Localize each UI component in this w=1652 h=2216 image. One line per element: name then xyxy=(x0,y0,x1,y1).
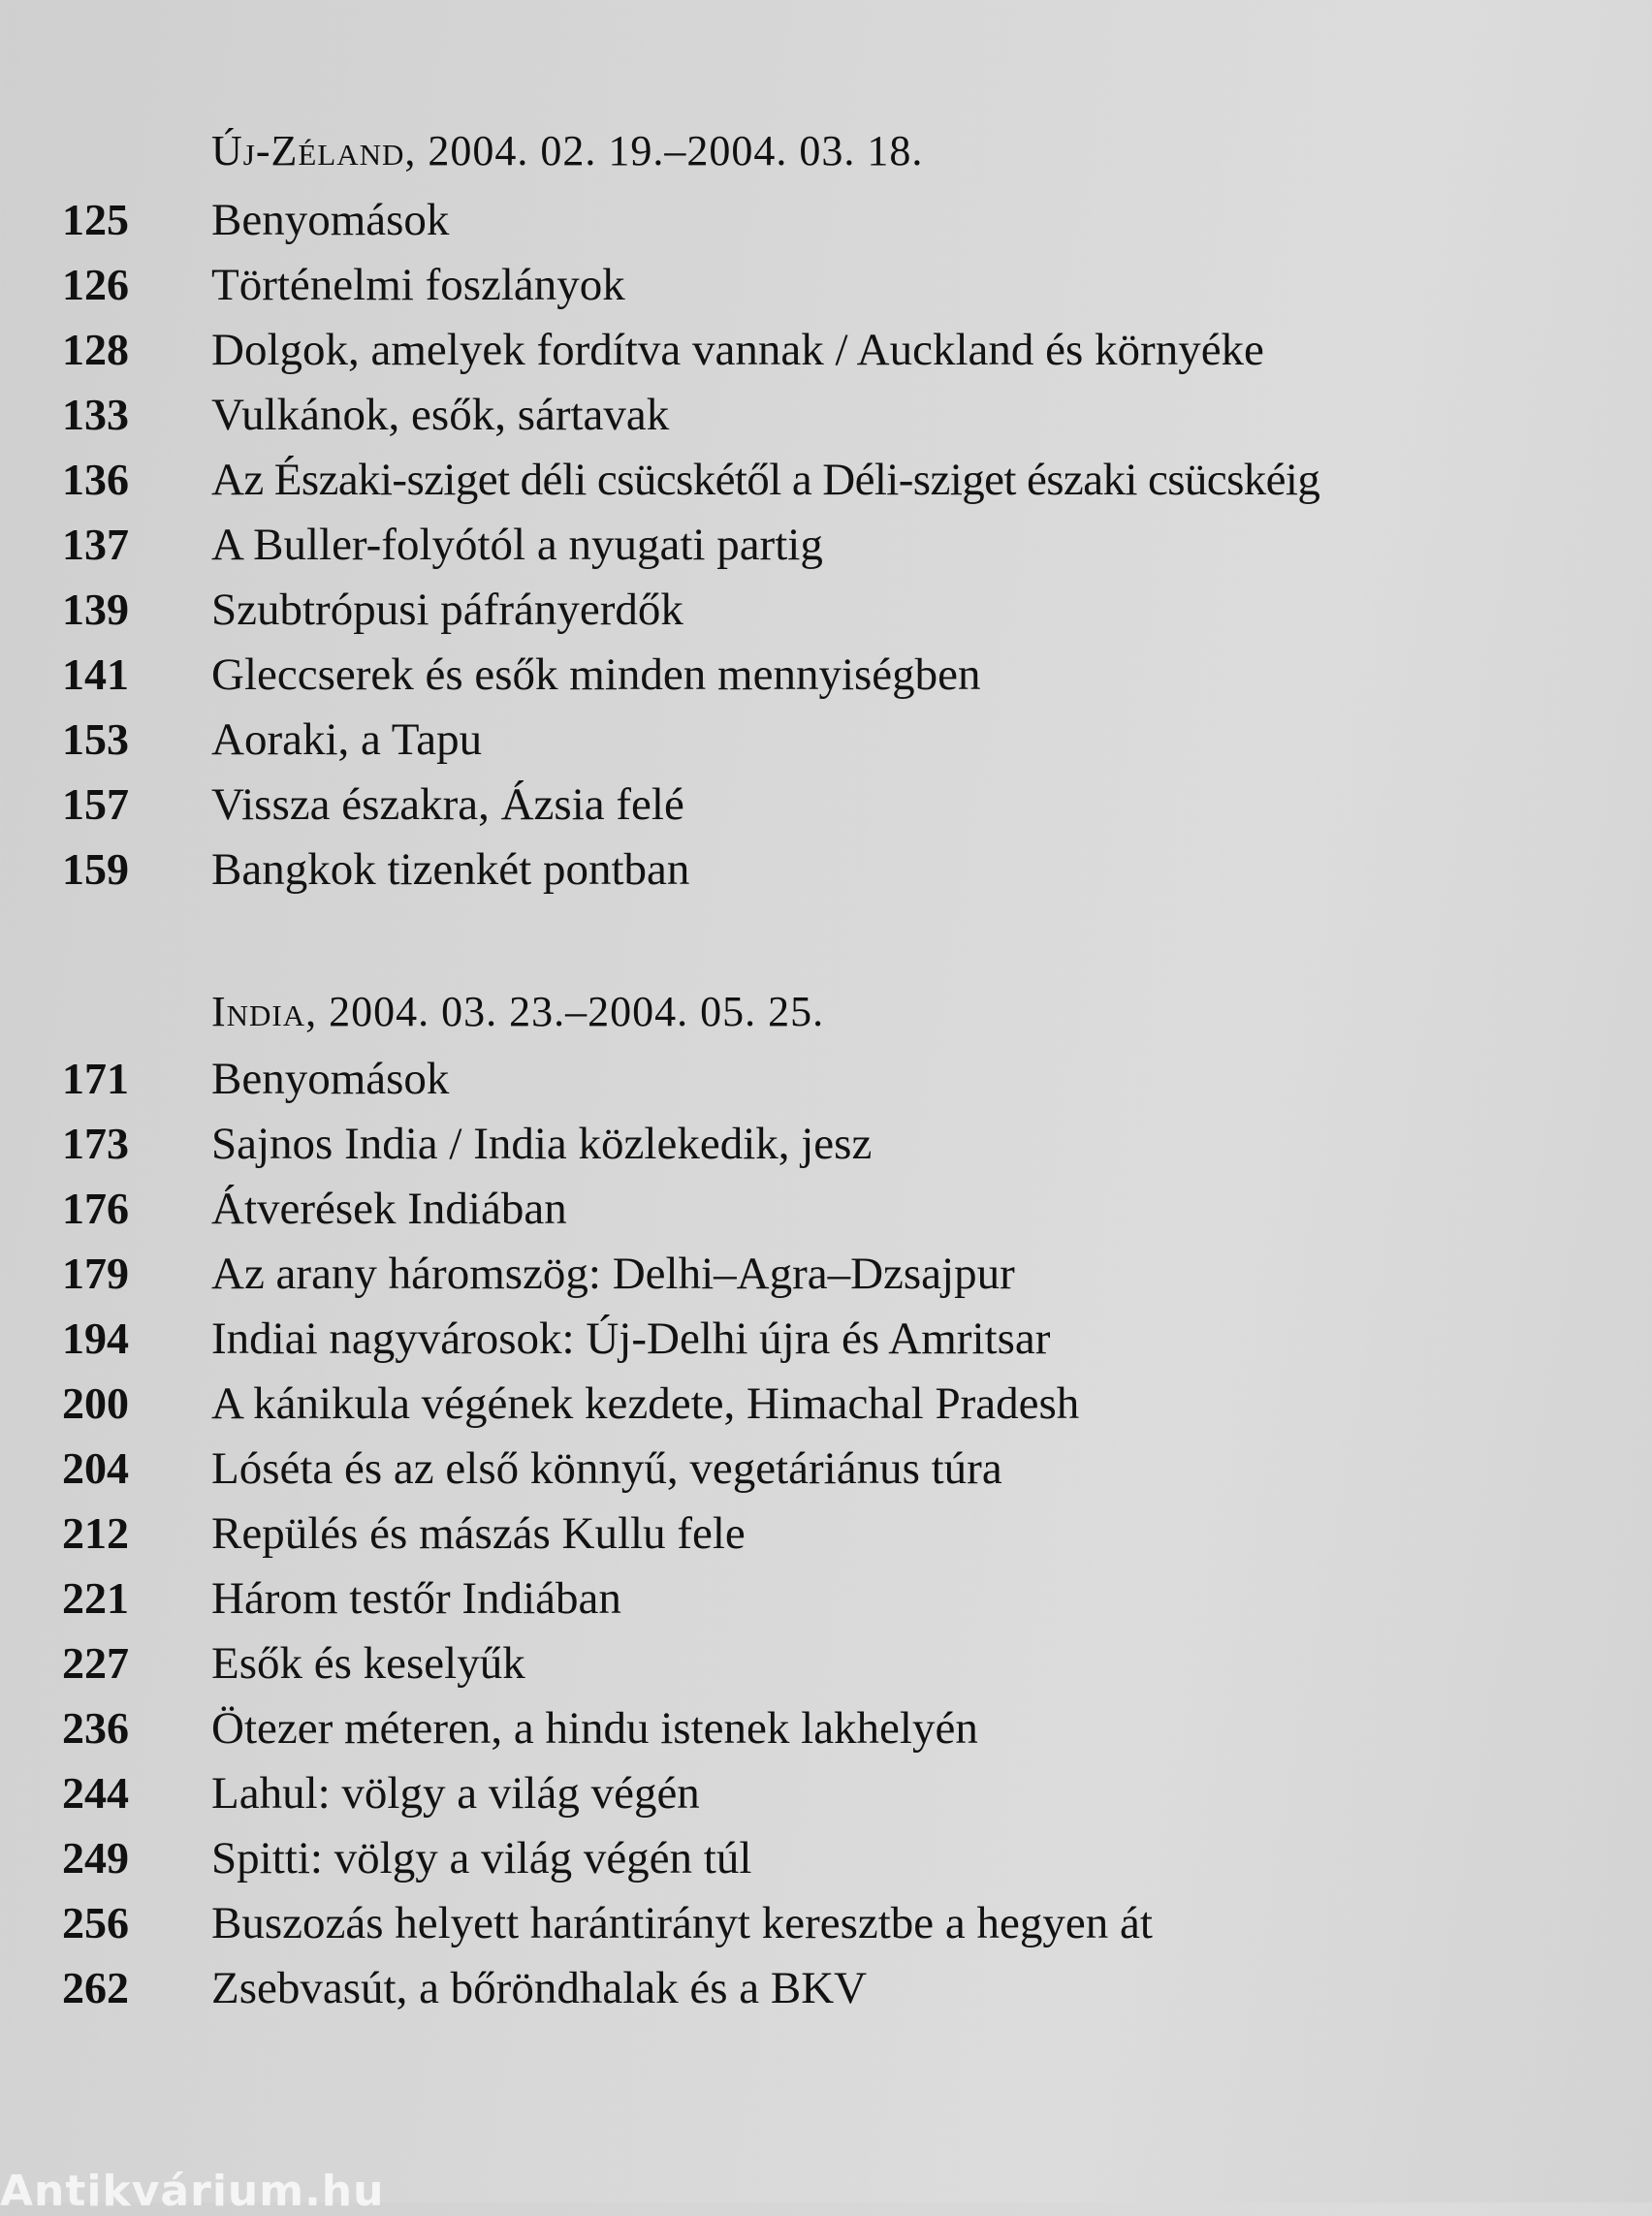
toc-page-number: 157 xyxy=(62,779,129,829)
toc-entry xyxy=(0,1572,1551,1638)
toc-page-number: 262 xyxy=(62,1963,129,2012)
toc-entry xyxy=(0,194,1551,260)
toc-page-number: 212 xyxy=(62,1508,129,1558)
toc-page-number: 153 xyxy=(62,714,129,764)
toc-page-number: 173 xyxy=(62,1119,129,1168)
toc-entry xyxy=(0,1702,1551,1768)
toc-entry-title: Dolgok, amelyek fordítva vannak / Auckland és környéke xyxy=(211,325,1264,375)
toc-entry-title: Benyomások xyxy=(211,195,450,245)
toc-page-number: 136 xyxy=(62,455,129,504)
toc-entry xyxy=(0,389,1551,455)
toc-entry xyxy=(0,1962,1551,2028)
toc-page-number: 227 xyxy=(62,1638,129,1688)
toc-entry xyxy=(0,1053,1551,1119)
toc-page-number: 126 xyxy=(62,260,129,309)
toc-entry-title: Zsebvasút, a bőröndhalak és a BKV xyxy=(211,1963,868,2013)
toc-entry-title: Buszozás helyett harántirányt keresztbe a hegyen át xyxy=(211,1898,1153,1948)
toc-entry-title: Lahul: völgy a világ végén xyxy=(211,1768,700,1819)
section-heading: India, 2004. 03. 23.–2004. 05. 25. xyxy=(211,988,825,1035)
toc-entry-title: Vissza északra, Ázsia felé xyxy=(211,779,684,830)
toc-entry-title: Aoraki, a Tapu xyxy=(211,714,483,765)
toc-page-number: 133 xyxy=(62,390,129,439)
toc-page-number: 221 xyxy=(62,1573,129,1623)
toc-page-number: 200 xyxy=(62,1378,129,1428)
toc-page-number: 194 xyxy=(62,1314,129,1363)
toc-entry xyxy=(0,1183,1551,1249)
toc-page-number: 125 xyxy=(62,195,129,244)
watermark: Antikvárium.hu xyxy=(0,2167,385,2216)
toc-entry xyxy=(0,454,1551,520)
toc-entry-title: Indiai nagyvárosok: Új-Delhi újra és Amritsar xyxy=(211,1314,1051,1364)
toc-entry xyxy=(0,843,1551,909)
toc-entry-title: Az Északi-sziget déli csücskétől a Déli-sziget északi csücskéig xyxy=(211,455,1320,505)
toc-entry-title: Sajnos India / India közlekedik, jesz xyxy=(211,1119,873,1169)
toc-page-number: 176 xyxy=(62,1184,129,1233)
toc-entry xyxy=(0,1118,1551,1184)
toc-entry xyxy=(0,584,1551,649)
toc-entry-title: Három testőr Indiában xyxy=(211,1573,621,1624)
toc-entry xyxy=(0,1507,1551,1573)
toc-entry-title: Ötezer méteren, a hindu istenek lakhelyén xyxy=(211,1703,978,1754)
toc-entry xyxy=(0,1637,1551,1703)
toc-entry xyxy=(0,324,1551,390)
toc-entry-title: Átverések Indiában xyxy=(211,1184,567,1234)
toc-entry-title: Repülés és mászás Kullu fele xyxy=(211,1508,746,1559)
toc-entry-title: Vulkánok, esők, sártavak xyxy=(211,390,670,440)
toc-entry-title: Szubtrópusi páfrányerdők xyxy=(211,585,683,635)
toc-page-number: 141 xyxy=(62,649,129,699)
toc-page-number: 139 xyxy=(62,585,129,634)
toc-entry-title: Az arany háromszög: Delhi–Agra–Dzsajpur xyxy=(211,1249,1015,1299)
toc-entry xyxy=(0,1897,1551,1963)
toc-entry-title: Lóséta és az első könnyű, vegetáriánus túra xyxy=(211,1443,1002,1494)
toc-entry xyxy=(0,1248,1551,1314)
toc-entry xyxy=(0,1832,1551,1898)
toc-entry-title: Bangkok tizenkét pontban xyxy=(211,844,690,895)
toc-entry xyxy=(0,778,1551,844)
toc-page-number: 249 xyxy=(62,1833,129,1883)
toc-page-number: 204 xyxy=(62,1443,129,1493)
toc-entry-title: A kánikula végének kezdete, Himachal Pradesh xyxy=(211,1378,1080,1429)
toc-entry xyxy=(0,519,1551,585)
toc-entry xyxy=(0,1442,1551,1508)
section-heading: Új-Zéland, 2004. 02. 19.–2004. 03. 18. xyxy=(211,127,924,174)
toc-entry xyxy=(0,259,1551,325)
toc-page-number: 137 xyxy=(62,520,129,569)
toc-page-number: 236 xyxy=(62,1703,129,1753)
toc-page-number: 256 xyxy=(62,1898,129,1947)
toc-page-number: 128 xyxy=(62,325,129,374)
toc-entry xyxy=(0,1767,1551,1833)
toc-entry-title: Benyomások xyxy=(211,1054,450,1104)
toc-entry-title: Spitti: völgy a világ végén túl xyxy=(211,1833,752,1884)
toc-page-number: 171 xyxy=(62,1054,129,1103)
toc-entry-title: A Buller-folyótól a nyugati partig xyxy=(211,520,823,570)
toc-entry-title: Történelmi foszlányok xyxy=(211,260,625,310)
toc-page-number: 179 xyxy=(62,1249,129,1298)
toc-entry xyxy=(0,1377,1551,1443)
toc-entry-title: Gleccserek és esők minden mennyiségben xyxy=(211,649,981,700)
toc-page-number: 244 xyxy=(62,1768,129,1818)
toc-page-number: 159 xyxy=(62,844,129,894)
toc-entry xyxy=(0,1313,1551,1378)
toc-entry xyxy=(0,649,1551,714)
toc-entry-title: Esők és keselyűk xyxy=(211,1638,525,1689)
toc-entry xyxy=(0,713,1551,779)
